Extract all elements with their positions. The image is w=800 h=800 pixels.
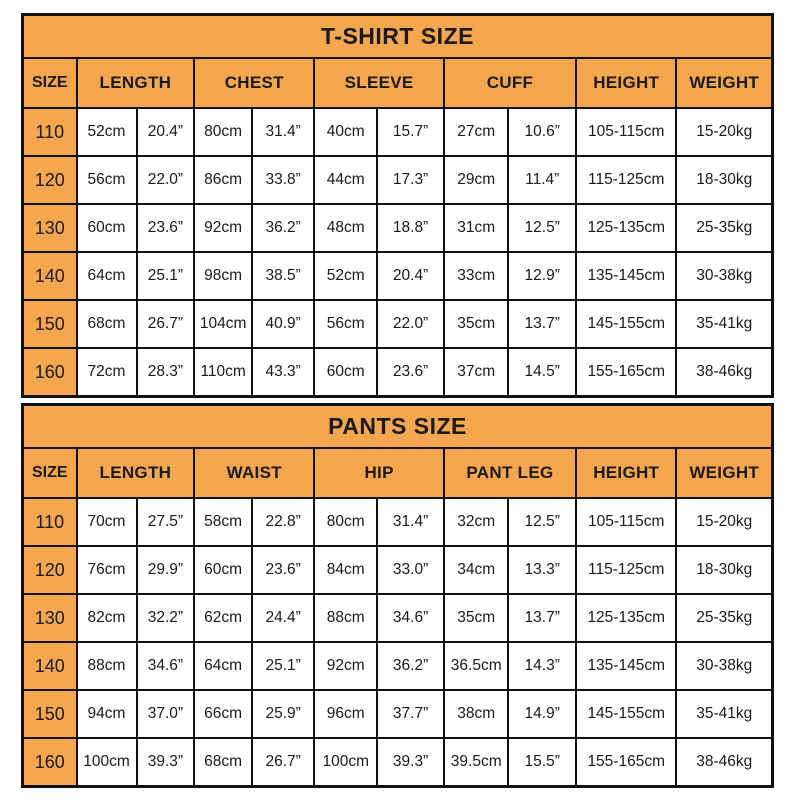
value-cell: 145-155cm — [576, 300, 677, 348]
value-cell: 14.9” — [508, 690, 576, 738]
size-cell: 130 — [23, 594, 77, 642]
value-cell: 36.2” — [377, 642, 444, 690]
value-cell: 96cm — [314, 690, 377, 738]
value-cell: 27cm — [444, 108, 509, 156]
table-row — [23, 252, 773, 300]
table-row — [23, 348, 773, 397]
value-cell: 15.5” — [508, 738, 576, 787]
value-cell: 115-125cm — [576, 546, 677, 594]
size-cell: 150 — [23, 690, 77, 738]
value-cell: 68cm — [77, 300, 137, 348]
value-cell: 40cm — [314, 108, 377, 156]
column-header-height: HEIGHT — [576, 58, 677, 108]
value-cell: 37cm — [444, 348, 509, 397]
value-cell: 155-165cm — [576, 738, 677, 787]
column-header-weight: WEIGHT — [676, 448, 772, 498]
value-cell: 15.7” — [377, 108, 444, 156]
column-header-length: LENGTH — [77, 58, 195, 108]
value-cell: 15-20kg — [676, 498, 772, 546]
value-cell: 32.2” — [137, 594, 195, 642]
value-cell: 145-155cm — [576, 690, 677, 738]
size-cell: 110 — [23, 108, 77, 156]
column-header-sleeve: SLEEVE — [314, 58, 444, 108]
value-cell: 58cm — [194, 498, 252, 546]
value-cell: 37.7” — [377, 690, 444, 738]
value-cell: 48cm — [314, 204, 377, 252]
size-cell: 110 — [23, 498, 77, 546]
table-row — [23, 498, 773, 546]
value-cell: 11.4” — [508, 156, 576, 204]
size-cell: 140 — [23, 252, 77, 300]
value-cell: 40.9” — [252, 300, 314, 348]
value-cell: 105-115cm — [576, 498, 677, 546]
column-header-row — [23, 448, 773, 498]
value-cell: 84cm — [314, 546, 377, 594]
size-cell: 160 — [23, 738, 77, 787]
value-cell: 34.6” — [137, 642, 195, 690]
pants-size-table — [21, 403, 774, 788]
value-cell: 18-30kg — [676, 156, 772, 204]
table-row — [23, 204, 773, 252]
tshirt-table-title: T-SHIRT SIZE — [23, 15, 773, 59]
value-cell: 60cm — [194, 546, 252, 594]
value-cell: 70cm — [77, 498, 137, 546]
value-cell: 23.6” — [137, 204, 195, 252]
value-cell: 125-135cm — [576, 204, 677, 252]
value-cell: 56cm — [314, 300, 377, 348]
value-cell: 64cm — [194, 642, 252, 690]
value-cell: 39.3” — [377, 738, 444, 787]
value-cell: 80cm — [194, 108, 252, 156]
size-cell: 140 — [23, 642, 77, 690]
value-cell: 37.0” — [137, 690, 195, 738]
value-cell: 82cm — [77, 594, 137, 642]
value-cell: 14.3” — [508, 642, 576, 690]
column-header-size: SIZE — [23, 448, 77, 498]
value-cell: 33.0” — [377, 546, 444, 594]
value-cell: 30-38kg — [676, 252, 772, 300]
column-header-cuff: CUFF — [444, 58, 576, 108]
value-cell: 29.9” — [137, 546, 195, 594]
value-cell: 64cm — [77, 252, 137, 300]
column-header-height: HEIGHT — [576, 448, 677, 498]
value-cell: 35cm — [444, 594, 509, 642]
value-cell: 36.2” — [252, 204, 314, 252]
value-cell: 135-145cm — [576, 642, 677, 690]
value-cell: 31.4” — [377, 498, 444, 546]
value-cell: 31.4” — [252, 108, 314, 156]
value-cell: 115-125cm — [576, 156, 677, 204]
value-cell: 23.6” — [252, 546, 314, 594]
value-cell: 24.4” — [252, 594, 314, 642]
value-cell: 60cm — [77, 204, 137, 252]
value-cell: 12.5” — [508, 498, 576, 546]
value-cell: 14.5” — [508, 348, 576, 397]
column-header-size: SIZE — [23, 58, 77, 108]
value-cell: 135-145cm — [576, 252, 677, 300]
value-cell: 100cm — [314, 738, 377, 787]
value-cell: 35-41kg — [676, 690, 772, 738]
value-cell: 76cm — [77, 546, 137, 594]
value-cell: 13.3” — [508, 546, 576, 594]
value-cell: 20.4” — [377, 252, 444, 300]
column-header-chest: CHEST — [194, 58, 314, 108]
value-cell: 33cm — [444, 252, 509, 300]
value-cell: 22.0” — [377, 300, 444, 348]
value-cell: 62cm — [194, 594, 252, 642]
value-cell: 60cm — [314, 348, 377, 397]
value-cell: 38-46kg — [676, 348, 772, 397]
value-cell: 100cm — [77, 738, 137, 787]
size-cell: 120 — [23, 546, 77, 594]
value-cell: 25.9” — [252, 690, 314, 738]
value-cell: 12.9” — [508, 252, 576, 300]
column-header-row — [23, 58, 773, 108]
value-cell: 23.6” — [377, 348, 444, 397]
value-cell: 92cm — [194, 204, 252, 252]
value-cell: 80cm — [314, 498, 377, 546]
value-cell: 22.0” — [137, 156, 195, 204]
value-cell: 25-35kg — [676, 594, 772, 642]
value-cell: 44cm — [314, 156, 377, 204]
value-cell: 13.7” — [508, 594, 576, 642]
value-cell: 26.7” — [137, 300, 195, 348]
value-cell: 86cm — [194, 156, 252, 204]
table-row — [23, 156, 773, 204]
value-cell: 31cm — [444, 204, 509, 252]
column-header-weight: WEIGHT — [676, 58, 772, 108]
value-cell: 35-41kg — [676, 300, 772, 348]
value-cell: 39.5cm — [444, 738, 509, 787]
value-cell: 104cm — [194, 300, 252, 348]
value-cell: 30-38kg — [676, 642, 772, 690]
value-cell: 68cm — [194, 738, 252, 787]
value-cell: 88cm — [314, 594, 377, 642]
value-cell: 18-30kg — [676, 546, 772, 594]
table-row — [23, 594, 773, 642]
value-cell: 56cm — [77, 156, 137, 204]
value-cell: 125-135cm — [576, 594, 677, 642]
value-cell: 88cm — [77, 642, 137, 690]
size-cell: 150 — [23, 300, 77, 348]
value-cell: 27.5” — [137, 498, 195, 546]
value-cell: 155-165cm — [576, 348, 677, 397]
value-cell: 36.5cm — [444, 642, 509, 690]
tshirt-size-table — [21, 13, 774, 398]
value-cell: 15-20kg — [676, 108, 772, 156]
size-cell: 160 — [23, 348, 77, 397]
value-cell: 22.8” — [252, 498, 314, 546]
value-cell: 52cm — [314, 252, 377, 300]
value-cell: 38-46kg — [676, 738, 772, 787]
column-header-length: LENGTH — [77, 448, 195, 498]
value-cell: 33.8” — [252, 156, 314, 204]
value-cell: 26.7” — [252, 738, 314, 787]
value-cell: 72cm — [77, 348, 137, 397]
value-cell: 10.6” — [508, 108, 576, 156]
value-cell: 43.3” — [252, 348, 314, 397]
value-cell: 17.3” — [377, 156, 444, 204]
table-title-row — [23, 405, 773, 449]
value-cell: 34cm — [444, 546, 509, 594]
value-cell: 20.4” — [137, 108, 195, 156]
table-row — [23, 738, 773, 787]
table-row — [23, 642, 773, 690]
table-row — [23, 690, 773, 738]
value-cell: 39.3” — [137, 738, 195, 787]
value-cell: 34.6” — [377, 594, 444, 642]
column-header-pant-leg: PANT LEG — [444, 448, 576, 498]
value-cell: 38cm — [444, 690, 509, 738]
value-cell: 94cm — [77, 690, 137, 738]
value-cell: 92cm — [314, 642, 377, 690]
table-row — [23, 300, 773, 348]
value-cell: 25.1” — [252, 642, 314, 690]
table-row — [23, 546, 773, 594]
value-cell: 12.5” — [508, 204, 576, 252]
size-cell: 120 — [23, 156, 77, 204]
value-cell: 66cm — [194, 690, 252, 738]
table-title-row — [23, 15, 773, 59]
value-cell: 38.5” — [252, 252, 314, 300]
value-cell: 52cm — [77, 108, 137, 156]
value-cell: 28.3” — [137, 348, 195, 397]
value-cell: 29cm — [444, 156, 509, 204]
column-header-hip: HIP — [314, 448, 444, 498]
pants-table-title: PANTS SIZE — [23, 405, 773, 449]
column-header-waist: WAIST — [194, 448, 314, 498]
size-cell: 130 — [23, 204, 77, 252]
value-cell: 35cm — [444, 300, 509, 348]
table-row — [23, 108, 773, 156]
value-cell: 105-115cm — [576, 108, 677, 156]
value-cell: 98cm — [194, 252, 252, 300]
value-cell: 110cm — [194, 348, 252, 397]
value-cell: 18.8” — [377, 204, 444, 252]
value-cell: 13.7” — [508, 300, 576, 348]
value-cell: 25-35kg — [676, 204, 772, 252]
value-cell: 32cm — [444, 498, 509, 546]
value-cell: 25.1” — [137, 252, 195, 300]
